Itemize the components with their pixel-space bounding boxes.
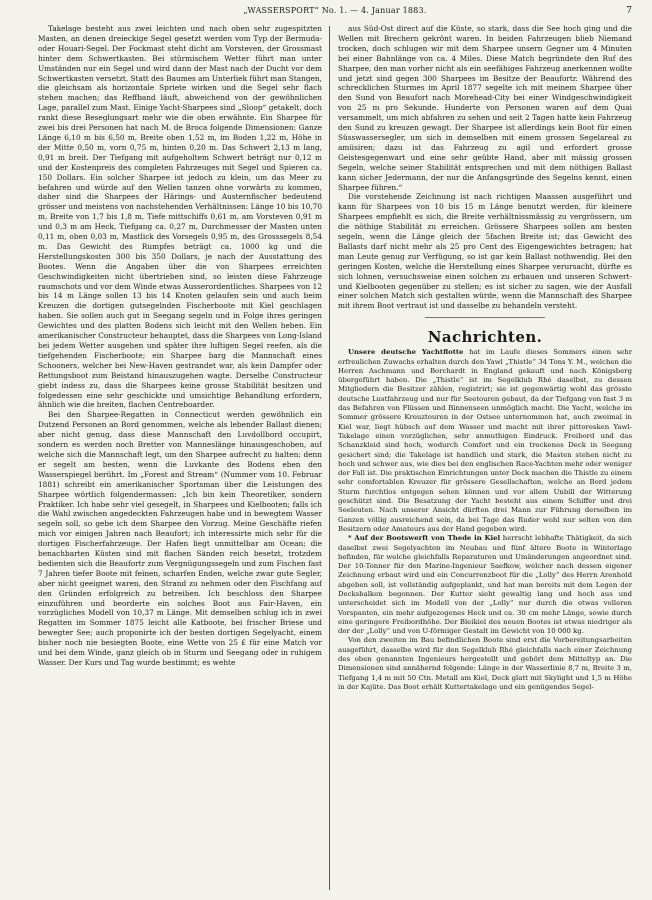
column-divider [329, 26, 330, 890]
article-paragraph: Takelage besteht aus zwei leichten und nach oben sehr zugespitzten Masten, an denen dreieckige Segel gesetzt werden vom Typ der Bermuda- oder Houari-Segel. Der Fockmast steht dicht am Vorsteven, der Grossmast hinter dem Schwertkasten. Bei stürmischem Wetter führt man unter Umständen nur ein Segel und wird dann der Mast nach der Ducht vor dem Schwertkasten versetzt. Statt des Baumes am Unterliek führt man Stangen, die gleichsam als horizontale Spriete wirken und die Segel sehr flach stehen machen; das Reffband läuft, abweichend von der gewöhnlichen Lage, parallel zum Mast. Einige Yacht-Sharpees sind „Sloop“ getakelt, doch rankt diese Beseglungsart mehr wie die oben erwähnte. Ein Sharpee für zwei bis drei Personen hat nach M. de Broca folgende Dimensionen: Ganze Länge 6,10 m bis 6,50 m, Breite oben 1,52 m, im Boden 1,22 m, Höhe in der Mitte 0,50 m, vorn 0,75 m, hinten 0,20 m. Das Schwert 2,13 m lang, 0,91 m breit. Der Tiefgang mit aufgeholtem Schwert beträgt nur 0,12 m und der Kostenpreis des completen Fahrzeuges mit Segel und Spieren ca. 150 Dollars. Ein solcher Sharpee ist jedoch zu klein, um das Meer zu befahren und würde auf den Wellen tanzen ohne vorwärts zu kommen, daher sind die Sharpees der Härings- und Austernfischer bedeutend grösser und meistens von nachstehenden Verhältnissen: Länge 10 bis 10,70 m, Breite von 1,7 bis 1,8 m, Tiefe mittschiffs 0,61 m, am Vorsteven 0,91 m und 0,3 m am Heck, Tiefgang ca. 0,27 m, Durchmesser der Masten unten 0,11 m, oben 0,03 m, Mastlick des Vorsegels 0,95 m, des Grosssegels 8,54 m. Das Gewicht des Rumpfes beträgt ca. 1000 kg und die Herstellungskosten 300 bis 350 Dollars, je nach der Ausstattung des Bootes. Wenn die Angaben über die von Sharpees erreichten Geschwindigkeiten nicht übertrieben sind, so leisten diese Fahrzeuge raumschots und vor dem Winde etwas Ausserordentliches. Sharpees von 12 bis 14 m Länge sollen 13 bis 14 Knoten gelaufen sein und auch beim Kreuzen die dortigen gutsegelnden Fischerboote mit Kiel geschlagen haben. Sie sollen auch gut in Seegang segeln und in Folge ihres geringen Gewichtes und des platten Bodens sich leicht mit den Wellen heben. Ein amerikanischer Constructeur behauptet, dass die Sharpees von Long-Island bei jedem Wetter ausgehen und später ihre luftigen Segel reefen, als die tiefgehenden Fischerboote; ein Sharpee barg die Mannschaft eines Schooners, welcher bei New-Haven gestrandet war, als kein Dampfer oder Rettungsboot zum Beistand hinauszugehen wagte. Derselbe Constructeur giebt indess zu, dass die Sharpees keine grosse Stabilität besitzen und folgedessen eine sehr geschickte und umsichtige Behandlung erfordern, ähnlich wie die breiten, flachen Centreboarder. [38, 24, 322, 410]
page-header [38, 6, 632, 22]
news-item-lead: Unsere deutsche Yachtflotte [348, 348, 464, 357]
news-item [338, 348, 632, 534]
news-item-text: herrscht lebhafte Thätigkeit, da sich daselbst zwei Segelyachten im Neubau und fünf ältere Boote in Winterlage befinden, für welche gleichfalls Reparaturen und Umänderungen angeordnet sind. Der 10-Tonner für den Marine-Ingenieur Saefkow, welcher nach dessen eigener Zeichnung erbaut wird und ein Concurrenzboot für die „Lolly“ des Herrn Arenhold abgeben soll, ist vollständig aufgeplankt, und hat man bereits mit dem Legen der Decksbalken begonnen. Der Kutter sieht gewaltig lang und hoch aus und unterscheidet sich im Modell von der „Lolly“ nur durch die etwas volleren Vorspanten, ein mehr aufgezogenes Heck und ca. 30 cm mehr Länge, sowie durch eine geringere Freibordhöhe. Der Bleikiel des neuen Bootes ist etwas niedriger als der der „Lolly“ und von U-förmiger Gestalt im Gewicht von 10 000 kg. [338, 534, 632, 636]
news-item [338, 534, 632, 636]
running-title: „WASSERSPORT“ No. 1. — 4. Januar 1883. [243, 6, 427, 15]
news-item-text: hat im Laufe dieses Sommers einen sehr erfreulichen Zuwachs erhalten durch den Yawl „Thistle“ 34 Tons Y. M., welchen die Herren Aschmann und Borchardt in England gekauft und nach Königsberg übergeführt haben. Die „Thistle“ ist im Segelklub Rhé daselbst, zu dessen Mitgliedern die Besitzer zählen, registrirt; sie ist gegenwärtig wohl das grösste deutsche Lustfahrzeug und nur für Seetouren gebaut, da der Tiefgang von fast 3 m das Befahren von Flüssen und Binnenseen unmöglich macht. Die Yacht, welche im Sommer grössere Kreuztouren in der Ostsee unternommen hat, auch zweimal in Kiel war, liegt hübsch auf dem Wasser und macht mit ihrer pittoresken Yawl-Takelage einen vorzüglichen, sehr anmuthigen Eindruck. Freibord und das Schanzkleid sind hoch, wodurch Comfort und ein trockenes Deck in Seegang gesichert sind; die Takelage ist handlich und stark, die Masten stehen nicht zu hoch und schwer aus, wie dies bei den englischen Race-Yachten mehr oder weniger der Fall ist. Die praktischen Einrichtungen unter Deck machen die Thistle zu einem sehr comfortablen Kreuzer für grössere Gesellschaften, welche an Bord jedem Sturm furchtlos entgegen sehen können und vor allem Unbill der Witterung geschützt sind. Die Besatzung der Yacht besteht aus einem Schiffer und drei Seeleuten. Nach unserer Ansicht dürften drei Mann zur Führung derselben im Ganzen völlig ausreichend sein, da bei Tage das Ruder wohl nur selten von den Besitzern oder Amateurs aus der Hand gegeben wird. [338, 348, 632, 533]
news-item: Von den zweiten im Bau befindlichen Boote sind erst die Vorbereitungsarbeiten ausgeführt, dasselbe wird für den Segelklub Rhé gleichfalls nach einer Zeichnung des oben genannten Ingenieurs hergestellt und gehört dem Mitteltyp an. Die Dimensionen sind annähernd folgende: Länge in der Wasserlinie 8,7 m, Breite 3 m, Tiefgang 1,4 m mit 50 Ctn. Metall am Kiel, Deck glatt mit Skylight und 1,5 m Höhe in der Kajüte. Das Boot erhält Kuttertakelage und ein genügendes Segel- [338, 636, 632, 691]
article-paragraph: Die vorstehende Zeichnung ist nach richtigen Maassen ausgeführt und kann für Sharpees von 10 bis 15 m Länge benutzt werden, für kleinere Sharpees empfiehlt es sich, die Breite verhältnissmässig zu vergrössern, um die nöthige Stabilität zu erreichen. Grössere Sharpees sollen am besten segeln, wenn die Länge gleich der 5fachen Breite ist; das Gewicht des Ballasts darf nicht mehr als 25 pro Cent des Eigengewichtes betragen; hat man Leute genug zur Verfügung, so ist gar kein Ballast nothwendig. Bei den geringen Kosten, welche die Herstellung eines Sharpee verursacht, dürfte es sich lohnen, versuchsweise einen solchen zu erbauen und unseren Schwert- und Kielbooten gegenüber zu stellen; es ist sicher zu sagen, wie der Ausfall einer solchen Match sich gestalten würde, wenn die Mannschaft des Sharpee mit ihrem Boot vertraut ist und dasselbe zu behandeln versteht. [338, 192, 632, 311]
news-item-lead: * Auf der Bootswerft von Thede in Kiel [348, 534, 501, 543]
article-paragraph: Bei den Sharpee-Regatten in Connecticut werden gewöhnlich ein Dutzend Personen an Bord genommen, welche als lebender Ballast dienen; aber nicht genug, dass diese Mannschaft den Luvdollbord occupirt, sondern es werden noch Bretter von Manneslänge hinausgeschoben, auf welche sich die Mannschaft legt, um den Sharpee aufrecht zu halten; denn er segelt am besten, wenn die Luvkante des Bodens eben den Wasserspiegel berührt. Im „Forest and Stream“ (Nummer vom 10. Februar 1881) schreibt ein amerikanischer Sportsman über die Leistungen des Sharpee wörtlich folgendermassen: „Ich bin kein Theoretiker, sondern Praktiker. Ich habe sehr viel gesegelt, in Sharpees und Kielbooten; falls ich die Wahl zwischen angedeckten Fahrzeugen habe und in bewegtem Wasser segeln soll, so gebe ich dem Sharpee den Vorzug. Meine Geschäfte riefen mich vor einigen Jahren nach Beaufort; ich interessirte mich sehr für die dortigen Fischerfahrzeuge. Der Hafen liegt unmittelbar am Ocean; die benachbarten Küsten sind mit flachen Sänden reich besetzt, trotzdem bedienten sich die Beaufortr zum Vergnügungssegeln und zum Fischen fast 7 Jahren tiefer Boote mit feinen, scharfen Enden, welche zwar gute Segler, aber nicht geeignet waren, den Strand zu nehmen oder den Fischfang auf den Gründen erfolgreich zu betreiben. Ich beschloss den Sharpee einzuführen und beorderte ein solches Boot aus Fair-Haven, ein vorzügliches Modell von 10,37 m Länge. Mit demselben schlug ich in zwei Regatten im Sommer 1875 leicht alle Katboote, bei frischer Briese und bewegter See; auch proponirte ich der besten dortigen Segelyacht, einem bisher noch nie besiegten Boote, eine Wette von 25 £ für eine Match vor und bei dem Winde, ganz gleich ob in Sturm und Seegang oder in ruhigem Wasser. Der Kurs und Tag wurde bestimmt; es wehte [38, 410, 322, 667]
right-column [338, 24, 632, 892]
page-number: 7 [626, 6, 632, 16]
section-title: Nachrichten. [427, 328, 543, 347]
section-divider [425, 317, 545, 318]
left-column [38, 24, 322, 892]
article-paragraph: aus Süd-Ost direct auf die Küste, so stark, dass die See hoch ging und die Wellen mit Brechern gekrönt waren. In beiden Fahrzeugen blieb Niemand trocken, doch schlugen wir mit dem Sharpee unsern Gegner um 4 Minuten bei einer Bahnlänge von ca. 4 Miles. Diese Match begründete den Ruf des Sharpee, den man vorher nicht als ein seefähiges Fahrzeug anerkennen wollte und jetzt sind gegen 300 Sharpees im Besitze der Beaufortr. Während des schrecklichen Sturmes im April 1877 segelte ich mit meinem Sharpee über den Sund von Beaufort nach Morehead-City bei einer Windgeschwindigkeit von 25 m pro Sekunde. Hunderte von Personen waren auf dem Quai versammelt, um mich abfahren zu sehen und seit 2 Tagen hatte kein Fahrzeug den Sund zu kreuzen gewagt. Der Sharpee ist allerdings kein Boot für einen Süsswassersegler, um sich in demselben mit einem grossen Segelareal zu amüsiren; dazu ist das Fahrzeug zu agil und erfordert grosse Geistesgegenwart und eine sehr geübte Hand, aber mit mässig grossen Segeln, welche seiner Stabilität entsprechen und mit dem nöthigen Ballast kann sicher Jedermann, der nur die Anfangsgründe des Segelns kennt, einen Sharpee führen.“ [338, 24, 632, 192]
